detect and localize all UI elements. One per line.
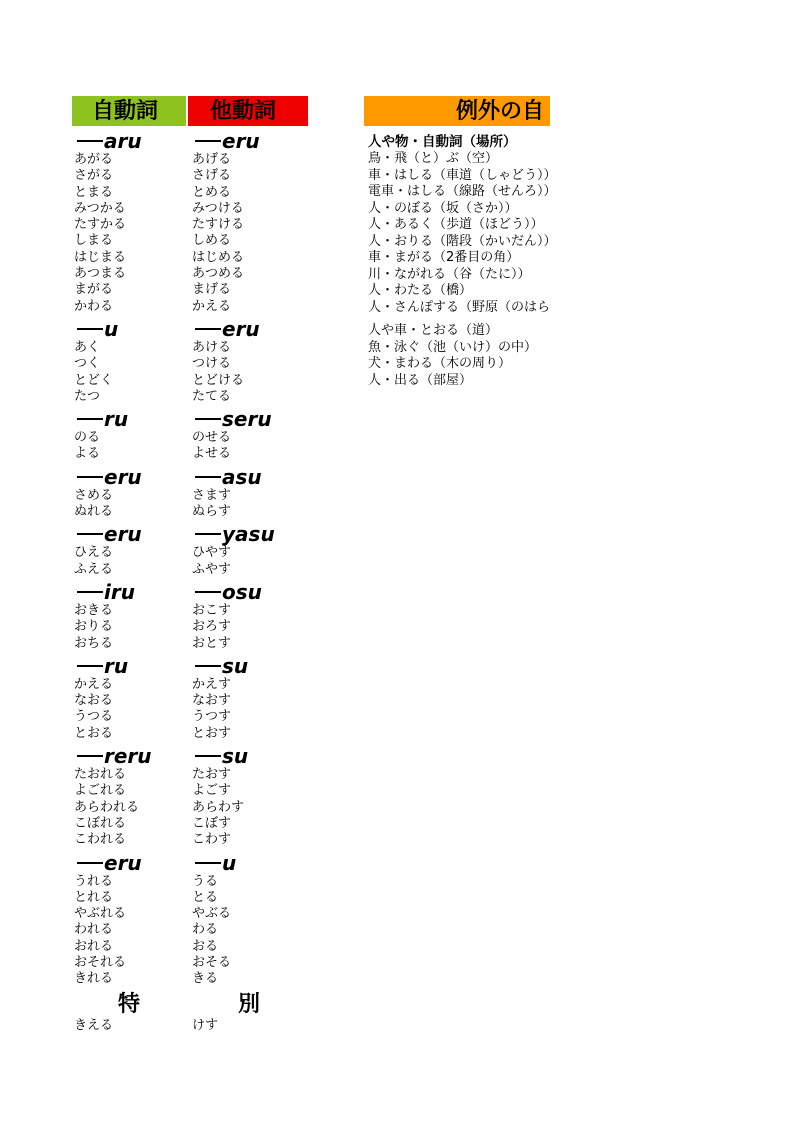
exceptions-list-1 [368,151,558,316]
dash-mark [195,520,221,535]
group-suffix: eru [104,522,142,547]
verb-item: かえす [192,676,232,692]
exception-item: 人や車・とおる（道） [368,323,499,338]
verb-item: よごれる [74,783,127,799]
dash-mark [195,652,221,667]
verb-item: とれる [74,889,114,905]
verb-item: しめる [192,233,232,249]
verb-item: あらわれる [74,799,140,815]
verb-item: はじまる [74,249,127,265]
group-suffix-title [192,405,310,430]
dash-mark [195,742,221,757]
dash-mark [77,520,103,535]
verb-item: かわる [74,298,114,314]
group-suffix: u [104,316,119,341]
dash-mark [77,742,103,757]
verb-item: たてる [192,388,232,404]
verb-item: とどく [74,372,114,388]
group-suffix-title [74,578,186,603]
exception-item: 犬・まわる（木の周り） [368,356,512,371]
verb-item: うれる [74,873,114,889]
group-suffix: yasu [222,522,275,547]
dash-mark [77,315,103,330]
transitive-column [192,127,310,1034]
dash-mark [77,405,103,420]
verb-item: あがる [74,152,114,167]
verb-item: かえる [192,298,232,314]
dash-mark [195,405,221,420]
verb-item: きれる [74,971,114,987]
verb-item: おれる [74,938,114,954]
verb-item: とる [192,889,219,905]
verb-item: おろす [192,619,232,635]
verb-item: おこす [192,602,232,618]
verb-item: こぼれる [74,815,127,831]
exception-item: 川・ながれる（谷（たに）） [368,266,531,282]
group-suffix: eru [104,850,142,875]
verb-item: おとす [192,635,232,651]
group-suffix-title [74,405,186,430]
dash-mark [195,578,221,593]
group-suffix: reru [104,744,152,769]
verb-item: つく [74,356,101,372]
exception-item: 人・のぼる（坂（さか）） [368,200,518,216]
verb-item: さます [192,487,232,503]
verb-item: おきる [74,602,114,618]
verb-item: おりる [74,619,114,635]
group-suffix: eru [104,464,142,489]
verb-item: あつまる [74,266,127,282]
verb-item: しまる [74,233,114,249]
verb-item: とおる [74,725,114,741]
verb-item: うつる [74,709,114,725]
dash-mark [77,578,103,593]
group-suffix: ru [104,653,129,678]
verb-item: ふえる [74,561,114,577]
group-suffix-title [74,463,186,488]
verb-item: つける [192,356,232,372]
group-suffix: su [222,744,249,769]
verb-item: とめる [192,184,232,200]
exception-item: 人・出る（部屋） [368,372,473,388]
group-suffix-title [192,127,310,152]
group-suffix: osu [222,579,262,604]
group-suffix-title [192,652,310,677]
group-suffix-title [192,742,310,767]
exceptions-column [368,134,558,389]
verb-item: たおれる [74,767,127,783]
exception-item: 電車・はしる（線路（せんろ）） [368,184,557,199]
verb-item: あく [74,339,101,355]
dash-mark [195,127,221,142]
dash-mark [195,849,221,864]
group-suffix: iru [104,579,135,604]
group-suffix-title [74,849,186,874]
exception-item: 人・わたる（橋） [368,283,473,298]
verb-item: のる [74,430,101,446]
verb-item: あらわす [192,799,245,815]
verb-item: あつめる [192,266,245,282]
verb-item: あける [192,339,232,355]
verb-item: おそれる [74,954,127,970]
verb-item: ひやす [192,545,232,561]
exception-item: 魚・泳ぐ（池（いけ）の中） [368,339,538,355]
group-suffix: seru [222,407,272,432]
group-suffix: ru [104,407,129,432]
special-verb-item: きえる [74,1017,114,1033]
dash-mark [77,463,103,478]
verb-item: たおす [192,767,232,783]
group-suffix-title [192,849,310,874]
special-label: 特 [118,991,141,1017]
group-suffix-title [74,127,186,152]
verb-item: みつける [192,200,244,216]
verb-item: よごす [192,783,232,799]
verb-item: なおす [192,693,232,709]
header-transitive: 他動詞 [188,96,308,126]
verb-item: ふやす [192,561,232,577]
dash-mark [195,315,221,330]
exception-item: 人・あるく（歩道（ほどう）） [368,217,544,232]
verb-item: とどける [192,372,245,388]
dash-mark [195,463,221,478]
group-suffix-title [192,520,310,545]
verb-item: こわす [192,832,232,848]
verb-item: たつ [74,388,101,404]
verb-item: まげる [192,282,232,298]
dash-mark [77,849,103,864]
exception-item: 車・はしる（車道（しゃどう）） [368,167,557,183]
verb-item: のせる [192,430,232,446]
verb-item: はじめる [192,249,245,265]
verb-item: なおる [74,693,114,709]
verb-item: うる [192,873,219,889]
group-suffix: asu [222,464,262,489]
verb-item: ぬれる [74,504,114,520]
group-suffix-title [74,742,186,767]
exception-item: 鳥・飛（と）ぶ（空） [368,151,499,166]
verb-item: こぼす [192,815,232,831]
exception-item: 人・おりる（階段（かいだん）） [368,233,557,249]
exception-item: 車・まがる（2番目の角） [368,250,520,265]
group-suffix-title [74,652,186,677]
group-suffix-title [192,578,310,603]
verb-item: やぶれる [74,906,127,922]
verb-item: よせる [192,446,232,462]
verb-item: きる [192,971,219,987]
verb-item: わる [192,922,219,938]
verb-item: ぬらす [192,504,232,520]
group-suffix-title [192,463,310,488]
special-label: 別 [238,991,261,1017]
verb-item: やぶる [192,906,232,922]
verb-item: おる [192,938,219,954]
verb-item: たすける [192,217,245,233]
dash-mark [77,127,103,142]
group-suffix-title [74,520,186,545]
group-suffix: su [222,653,249,678]
verb-item: おそる [192,954,232,970]
verb-item: あげる [192,152,232,167]
exception-item: 人・さんぽする（野原（のはら [368,299,551,315]
verb-item: こわれる [74,832,127,848]
verb-item: さめる [74,487,114,503]
group-suffix-title [74,315,186,340]
exceptions-list-2 [368,323,558,389]
group-suffix: aru [104,129,142,153]
header-intransitive: 自動詞 [72,96,186,126]
intransitive-column [74,127,186,1034]
verb-item: おちる [74,635,114,651]
verb-item: みつかる [74,200,126,216]
group-suffix: u [222,850,237,875]
dash-mark [77,652,103,667]
verb-item: さがる [74,168,114,184]
verb-item: かえる [74,676,114,692]
verb-item: ひえる [74,545,114,561]
special-verb-item: けす [192,1017,219,1033]
header-exceptions: 例外の自 [364,96,550,126]
verb-item: よる [74,446,101,462]
verb-item: とまる [74,184,114,200]
exceptions-title: 人や物・自動詞（場所） [368,134,517,150]
verb-item: たすかる [74,217,127,233]
group-suffix: eru [222,129,260,153]
group-suffix: eru [222,316,260,341]
verb-item: まがる [74,282,114,298]
verb-item: われる [74,922,114,938]
verb-item: さげる [192,168,232,184]
verb-item: うつす [192,709,232,725]
verb-item: とおす [192,725,232,741]
group-suffix-title [192,315,310,340]
